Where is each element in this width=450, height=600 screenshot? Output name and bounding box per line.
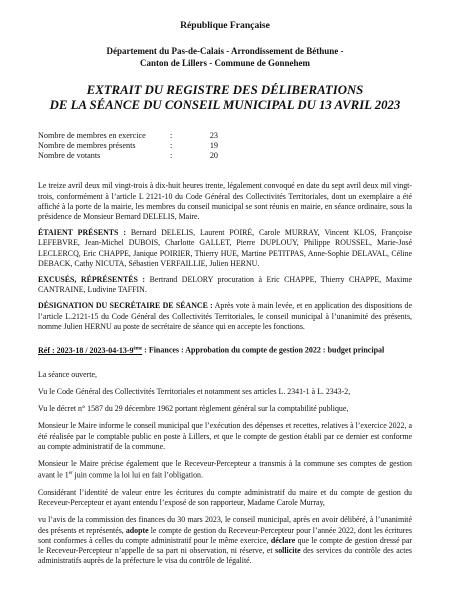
excuses-label: EXCUSÉS, RÉPRÉSENTÉS : — [38, 275, 146, 285]
legal-basis-decree: Vu le décret n° 1587 du 29 décembre 1962 portant règlement général sur la comptabilité publique, — [38, 404, 349, 414]
decision-declare: déclare — [270, 535, 296, 545]
title-line-2: DE LA SÉANCE DU CONSEIL MUNICIPAL DU 13 AVRIL 2023 — [49, 98, 401, 112]
stat-label: Nombre de membres présents — [38, 140, 136, 150]
decision-text-d: que le compte de gestion dressé par le Receveur-Percepteur n’appelle de sa part ni observation, ni réserve, et — [38, 535, 413, 555]
department-line-1: Département du Pas-de-Calais - Arrondissement de Béthune - — [106, 46, 344, 56]
intro-paragraph: Le treize avril deux mil vingt-trois à dix-huit heures trente, légalement convoqué en date du sept avril deux mil vingt-trois, conformément à l’article L 2121-10 du Code Général des Collectivités Territoriales, dont un exemplaire a été affiché à la porte de la mairie, les membres du conseil municipal se sont réunis en mairie, en séance ordinaire, sous la présidence de Monsieur Bernard DELELIS, Maire. — [38, 181, 412, 221]
deliberation-reference — [38, 344, 412, 356]
stat-colon: : — [170, 131, 173, 140]
stat-row — [38, 151, 412, 161]
precision-text-b: juin comme la loi lui en fait l’obligation. — [72, 470, 203, 480]
excuses-text: Bertrand DELORY procuration à Eric CHAPPE, Thierry CHAPPE, Maxime CANTRAINE, Ludivine TAFFIN. — [38, 275, 413, 295]
precision-text-a: Monsieur le Maire précise également que le Receveur-Percepteur a transmis à la commune ses comptes de gestion avant le 1 — [38, 458, 412, 480]
stat-colon: : — [170, 140, 173, 150]
stat-value: 23 — [209, 131, 218, 140]
secretary-text: Après vote à main levée, et en application des dispositions de l’article L.2121-15 du Code Général des Collectivités Territoriales, le conseil municipal à l’unanimité des présents, nomme Julien HERNU au poste de secrétaire de séance qui en accepte les fonctions. — [38, 301, 412, 331]
decision-paragraph — [38, 515, 412, 566]
legal-basis-cgct: Vu le Code Général des Collectivités Territoriales et notamment ses articles L. 2341-1 à L. 2343-2, — [38, 386, 351, 396]
stat-colon: : — [170, 150, 173, 160]
presents-text: Bernard DELELIS, Laurent POIRÉ, Carole MURRAY, Vincent KLOS, Françoise LEFEBVRE, Jean-Michel DUBOIS, Charlotte GALLET, Pierre DUPLOUY, Philippe ROUSSEL, Marie-José LECLERCQ, Eric CHAPPE, Janique POIRIER, Thierry HUE, Martine PETITPAS, Anne-Sophie DELAVAL, Céline DEBACK, Cathy NICUTA, Sébastien VERFAILLIE, Julien HERNU. — [38, 228, 412, 268]
decision-text-c: le compte de gestion du Receveur-Percepteur pour l’année 2022, dont les écritures sont conformes à celles du compte administratif pour le même exercice, — [38, 525, 413, 545]
member-stats — [38, 131, 412, 160]
stat-row — [38, 141, 412, 151]
stat-value: 20 — [209, 150, 218, 160]
presents-label: ÉTAIENT PRÉSENTS : — [38, 228, 126, 238]
mayor-precision — [38, 459, 412, 481]
title-line-1: EXTRAIT DU REGISTRE DES DÉLIBERATIONS — [86, 83, 364, 97]
presents-paragraph — [38, 228, 412, 269]
decision-adopte: adopte — [125, 525, 149, 535]
excuses-paragraph — [38, 275, 412, 295]
reference-number — [38, 346, 142, 355]
reference-sup: ème — [133, 346, 143, 352]
document-title — [38, 83, 412, 113]
decision-text-e: des services du contrôle des actes administratifs auprès de la préfecture le visa du contrôle de légalité. — [38, 545, 412, 566]
stat-row — [38, 131, 412, 141]
decision-sollicite: sollicite — [275, 545, 301, 555]
department-heading — [38, 45, 412, 69]
stat-label: Nombre de votants — [38, 150, 101, 160]
precision-sup: er — [68, 471, 73, 477]
republic-heading: République Française — [180, 20, 270, 31]
reference-label: Réf : 2023-18 / 2023-04-13-9 — [38, 345, 134, 355]
decision-text-a: vu l’avis de la commission des finances du 30 mars 2023, le conseil municipal, après en avoir délibéré, à l’unanimité des présents et représentés, — [38, 515, 412, 535]
secretary-label: DÉSIGNATION DU SECRÉTAIRE DE SÉANCE : — [38, 301, 213, 311]
stat-label: Nombre de membres en exercice — [38, 131, 146, 140]
stat-value: 19 — [209, 140, 218, 150]
mayor-information: Monsieur le Maire informe le conseil municipal que l’exécution des dépenses et recettes, relatives à l’exercice 2022, a été réalisée par le comptable public en poste à Lillers, et que le compte de gestion établi par ce dernier est conforme au compte administratif de la commune. — [38, 421, 412, 451]
reference-title: : Finances : Approbation du compte de gestion 2022 : budget principal — [142, 345, 385, 355]
considering-paragraph: Considérant l’identité de valeur entre les écritures du compte administratif du maire et du compte de gestion du Receveur-Percepteur et ayant entendu l’exposé de son rapporteur, Madame Carole Murray, — [38, 487, 412, 508]
session-opened: La séance ouverte, — [38, 369, 97, 379]
department-line-2: Canton de Lillers - Commune de Gonnehem — [139, 58, 310, 68]
secretary-paragraph — [38, 301, 412, 332]
